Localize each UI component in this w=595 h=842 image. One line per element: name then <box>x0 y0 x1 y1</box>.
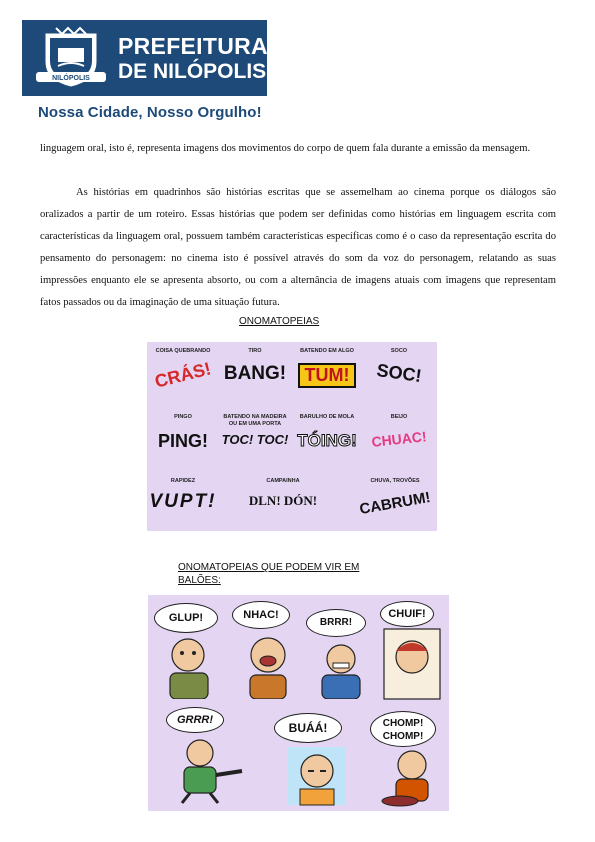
onomatopeia-item <box>291 348 363 388</box>
onomatopeia-word: DLN! DÓN! <box>248 493 318 508</box>
onomatopeia-word: CRÁS! <box>152 358 213 392</box>
onomatopeia-item <box>353 478 437 519</box>
onomatopeia-caption: BARULHO DE MOLA <box>299 414 355 420</box>
crest-label: NILÓPOLIS <box>52 75 90 82</box>
onomatopeia-word: SOC! <box>375 359 423 387</box>
onomatopeia-caption: BEIJO <box>390 414 408 420</box>
balloon-panel <box>148 595 449 811</box>
speech-balloon: GLUP! <box>154 603 218 633</box>
onomatopeia-item <box>363 348 435 387</box>
onomatopeia-word: CABRUM! <box>358 488 432 519</box>
onomatopeia-caption: BATENDO NA MADEIRA OU EM UMA PORTA <box>223 414 287 427</box>
onomatopeia-caption: SOCO <box>390 348 408 354</box>
section-title-line-1: ONOMATOPEIAS QUE PODEM VIR EM <box>178 562 360 573</box>
onomatopeia-item <box>235 478 331 509</box>
speech-balloon: CHOMP! CHOMP! <box>370 711 436 747</box>
onomatopeia-caption: RAPIDEZ <box>170 478 196 484</box>
paragraph-2: As histórias em quadrinhos são histórias escritas que se assemelham ao cinema porque os diálogos são oralizados a partir de um roteiro. Essas histórias que podem ser definidas como histórias em linguagem escrita com características da linguagem oral, possuem também características específicas como é o caso da representação escrita do pensamento do personagem: no cinema isto é possível através do som da voz do personagem, relatando as suas impressões enquanto ele se apresenta absorto, ou com a alternância de imagens atuais com imagens que representam fatos passados ou da imaginação de uma situação futura. <box>40 187 556 308</box>
onomatopeia-item <box>147 478 219 513</box>
section-title-baloes <box>178 561 359 587</box>
speech-balloon: CHUIF! <box>380 601 434 627</box>
cartoon-character-icon <box>316 639 366 699</box>
paragraph-1: linguagem oral, isto é, representa imagens dos movimentos do corpo de quem fala durante a emissão da mensagem. <box>40 143 531 154</box>
onomatopeia-caption: CHUVA, TROVÕES <box>370 478 420 484</box>
logo-line-1: PREFEITURA <box>118 33 268 59</box>
speech-balloon: GRRR! <box>166 707 224 733</box>
speech-balloon: BRRR! <box>306 609 366 637</box>
cartoon-character-icon <box>286 745 348 807</box>
cartoon-character-icon <box>162 633 216 699</box>
slogan: Nossa Cidade, Nosso Orgulho! <box>38 104 262 121</box>
onomatopeia-word: VUPT! <box>149 491 217 512</box>
onomatopeia-item <box>219 414 291 447</box>
onomatopeia-word: PING! <box>157 431 208 451</box>
onomatopeia-word: TUM! <box>298 363 357 388</box>
onomatopeia-caption: PINGO <box>174 414 192 420</box>
logo-title <box>118 34 268 84</box>
speech-balloon: NHAC! <box>232 601 290 629</box>
onomatopeia-caption: TIRO <box>248 348 262 354</box>
cartoon-character-icon <box>240 631 296 699</box>
onomatopeia-word: TÓING! <box>297 431 357 450</box>
speech-balloon: BUÁÁ! <box>274 713 342 743</box>
onomatopeia-item <box>219 348 291 385</box>
onomatopeia-word: BANG! <box>223 363 287 384</box>
prefeitura-logo <box>22 20 267 96</box>
onomatopeia-caption: COISA QUEBRANDO <box>155 348 211 354</box>
onomatopeia-word: TOC! TOC! <box>221 432 289 447</box>
onomatopeia-panel <box>147 342 437 531</box>
cartoon-character-icon <box>378 745 442 809</box>
section-title-onomatopeias: ONOMATOPEIAS <box>239 316 320 327</box>
onomatopeia-item <box>147 414 219 452</box>
onomatopeia-item <box>363 414 435 450</box>
cartoon-character-icon <box>382 627 442 701</box>
logo-line-2: DE NILÓPOLIS <box>118 60 267 83</box>
onomatopeia-caption: CAMPAINHA <box>266 478 300 484</box>
onomatopeia-item <box>147 348 219 392</box>
cartoon-character-icon <box>168 735 248 805</box>
onomatopeia-item <box>291 414 363 451</box>
onomatopeia-caption: BATENDO EM ALGO <box>300 348 354 354</box>
section-title-line-2: BALÕES: <box>178 575 221 586</box>
city-crest-icon <box>32 26 110 90</box>
onomatopeia-word: CHUAC! <box>370 428 428 450</box>
